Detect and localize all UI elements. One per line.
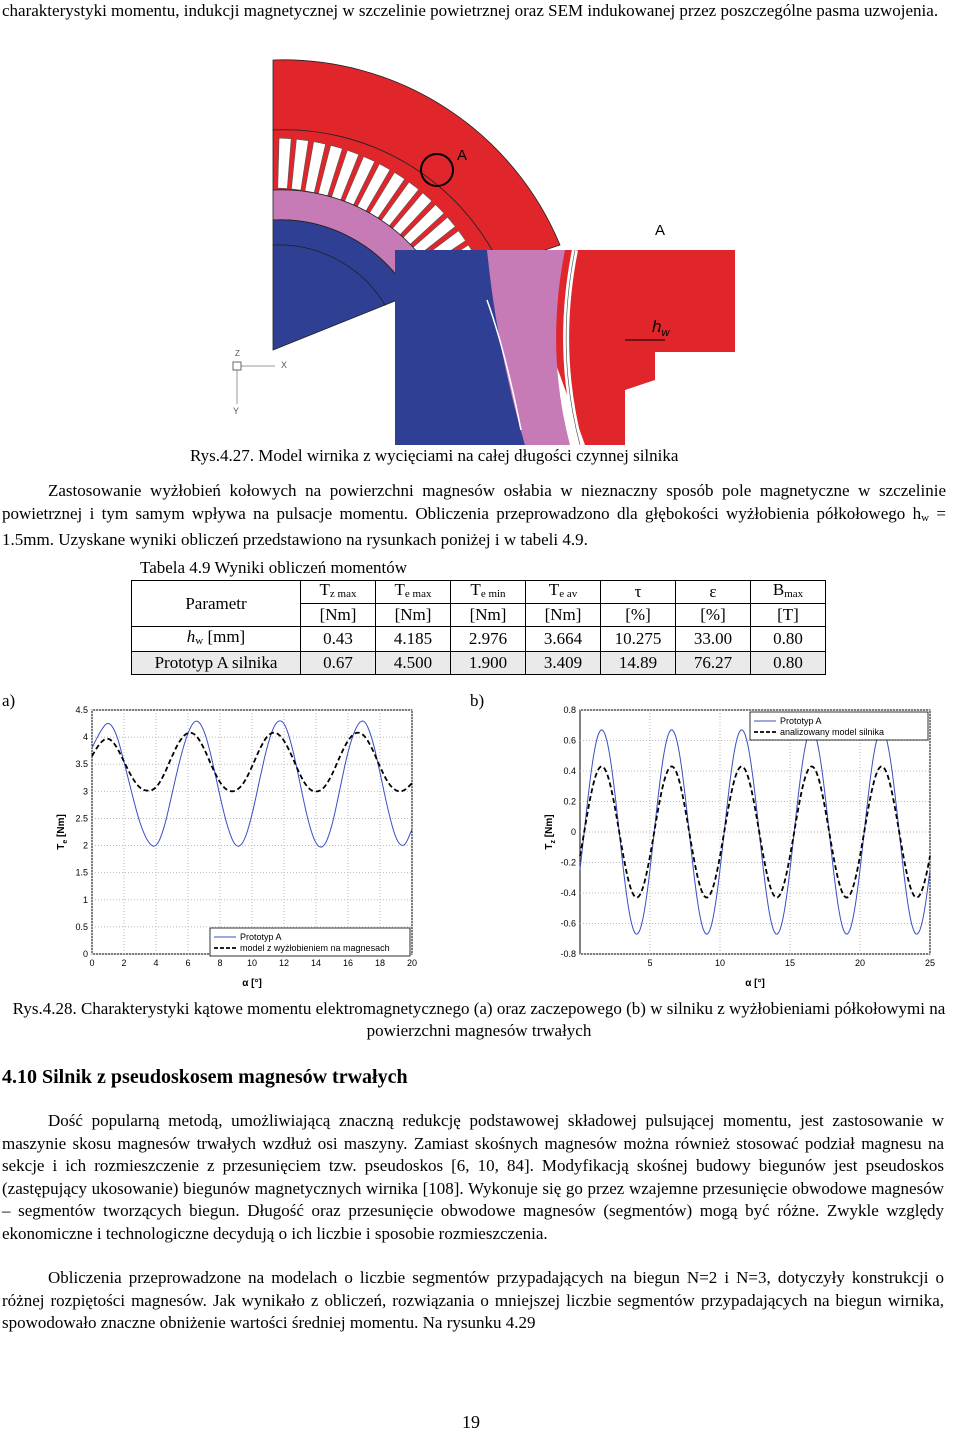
x-tick-label: 5	[647, 958, 653, 968]
col-unit-1: [Nm]	[376, 604, 451, 627]
legend	[210, 928, 410, 956]
table-cell: 0.80	[751, 627, 826, 652]
legend	[750, 712, 928, 740]
axis-z-label: Z	[235, 349, 240, 358]
col-unit-5: [%]	[676, 604, 751, 627]
table-cell: 0.67	[301, 652, 376, 675]
x-tick-label: 2	[121, 958, 127, 968]
label-hw: $h_w$	[652, 317, 670, 339]
x-tick-label: 20	[854, 958, 866, 968]
section-title: 4.10 Silnik z pseudoskosem magnesów trwałych	[2, 1066, 408, 1088]
top-paragraph: charakterystyki momentu, indukcji magnetycznej w szczelinie powietrznej oraz SEM indukowanej przez poszczególne pasma uzwojenia.	[2, 1, 939, 20]
y-tick-label: 2	[82, 840, 88, 851]
y-tick-label: 0	[570, 827, 576, 837]
y-tick-label: -0.2	[560, 857, 576, 868]
y-tick-label: 0.4	[563, 766, 576, 776]
y-tick-label: 0.6	[563, 735, 576, 746]
x-tick-label: 25	[924, 958, 936, 968]
y-tick-label: 2.5	[75, 813, 88, 824]
results-table	[131, 580, 826, 675]
x-tick-label: 6	[185, 958, 191, 968]
col-unit-3: [Nm]	[526, 604, 601, 627]
col-unit-6: [T]	[751, 604, 826, 627]
x-axis-label: α [°]	[242, 978, 262, 989]
y-tick-label: 0.2	[563, 796, 576, 807]
figure-28-caption: Rys.4.28. Charakterystyki kątowe momentu elektromagnetycznego (a) oraz zaczepowego (b) w silniku z wyżłobieniami półkołowymi na powierzchni magnesów trwałych	[12, 999, 946, 1040]
y-tick-label: 3	[82, 786, 88, 797]
y-tick-label: -0.4	[560, 888, 576, 898]
y-tick-label: -0.6	[560, 918, 576, 929]
y-tick-label: -0.8	[560, 949, 576, 959]
paragraph-1: Zastosowanie wyżłobień kołowych na powierzchni magnesów osłabia w nieznaczny sposób pole magnetyczne w szczelinie powietrznej i tym samym wpływa na pulsacje momentu. Obliczenia przeprowadzono dla głębokości wyżłobienia półkołowego $h_w = 1.5mm$. Uzyskane wyniki obliczeń przedstawiono na rysunkach poniżej i w tabeli 4.9.	[2, 481, 946, 549]
y-tick-label: 1	[82, 894, 88, 905]
x-tick-label: 18	[374, 958, 386, 968]
detail-a-drawing	[395, 222, 735, 445]
y-tick-label: 0.5	[75, 921, 88, 932]
col-unit-4: [%]	[601, 604, 676, 627]
col-header-2: $T_{e min}$	[451, 581, 526, 604]
label-a: a)	[2, 691, 16, 710]
table-row	[132, 652, 826, 675]
y-axis-label: $T_z$ [Nm]	[544, 814, 557, 850]
table-cell: 0.80	[751, 652, 826, 675]
y-tick-label: 0	[82, 949, 88, 959]
x-tick-label: 10	[246, 958, 258, 968]
label-a-big: A	[655, 222, 666, 239]
label-a-small: A	[457, 147, 468, 164]
table-cell: 33.00	[676, 627, 751, 652]
axis-x-label: X	[281, 360, 288, 370]
x-tick-label: 12	[278, 958, 290, 968]
chart-b-cogging	[528, 702, 938, 998]
col-header-6: $B_{max}$	[751, 581, 826, 604]
table-cell: 4.500	[376, 652, 451, 675]
x-tick-label: 15	[784, 958, 796, 968]
x-axis-label: α [°]	[745, 978, 765, 989]
x-tick-label: 10	[714, 958, 726, 968]
table-cell: 76.27	[676, 652, 751, 675]
y-axis-label: $T_e$ [Nm]	[56, 814, 69, 850]
y-tick-label: 4	[82, 732, 88, 743]
table-cell: 14.89	[601, 652, 676, 675]
table-cell: 3.409	[526, 652, 601, 675]
col-header-0: $T_{z max}$	[301, 581, 376, 604]
table-title: Tabela 4.9 Wyniki obliczeń momentów	[140, 558, 408, 577]
table-cell: 4.185	[376, 627, 451, 652]
x-tick-label: 14	[310, 958, 322, 968]
legend-label: Prototyp A	[780, 716, 822, 726]
y-tick-label: 3.5	[75, 759, 88, 770]
table-cell: 2.976	[451, 627, 526, 652]
col-header-4: τ	[601, 581, 676, 604]
rotor-model-figure	[225, 50, 735, 445]
paragraph-2: Dość popularną metodą, umożliwiającą znaczną redukcję podstawowej składowej pulsującej momentu, jest zastosowanie w maszynie skosu magnesów trwałych wzdłuż osi maszyny. Zamiast skośnych magnesów można również stosować podział magnesu na sekcje i ich rozmieszczenie z przesunięciem tzw. pseudoskos [6, 10, 84]. Modyfikacją skośnej budowy biegunów jest pseudoskos (zastępujący ukosowanie) biegunów magnetycznych wirnika [108]. Wykonuje się go przez wzajemne przesunięcie obwodowe magnesów – segmentów tworzących biegun. Długość oraz przesunięcie obwodowe magnesów (segmentów) mogą być różne. Zwykle względy ekonomiczne i technologiczne decydują o ich liczbie i sposobie rozmieszczenia.	[2, 1111, 944, 1243]
x-tick-label: 8	[217, 958, 223, 968]
col-unit-2: [Nm]	[451, 604, 526, 627]
row-label: Prototyp A silnika	[132, 652, 301, 675]
y-tick-label: 4.5	[75, 705, 88, 715]
table-row	[132, 627, 826, 652]
paragraph-3: Obliczenia przeprowadzone na modelach o liczbie segmentów przypadających na biegun N=2 i N=3, dotyczyły konstrukcji o różnej rozpiętości magnesów. Jak wynikało z obliczeń, rozwiązania o mniejszej liczbie segmentów przypadających na biegun wirnika, spowodowało znaczne obniżenie wartości średniej momentu. Na rysunku 4.29	[2, 1268, 944, 1332]
table-cell: 1.900	[451, 652, 526, 675]
chart-a-torque	[40, 702, 430, 998]
page-number: 19	[462, 1412, 480, 1432]
figure-27-caption: Rys.4.27. Model wirnika z wycięciami na całej długości czynnej silnika	[190, 446, 679, 465]
table-cell: 10.275	[601, 627, 676, 652]
table-cell: 0.43	[301, 627, 376, 652]
col-header-5: ε	[676, 581, 751, 604]
y-tick-label: 1.5	[75, 867, 88, 878]
x-tick-label: 0	[89, 958, 95, 968]
param-header: Parametr	[132, 581, 301, 627]
x-tick-label: 4	[153, 958, 159, 968]
legend-label: analizowany model silnika	[780, 727, 885, 737]
col-header-1: $T_{e max}$	[376, 581, 451, 604]
x-tick-label: 16	[342, 958, 354, 968]
label-b: b)	[470, 691, 485, 710]
table-header-row	[132, 581, 826, 604]
legend-label: Prototyp A	[240, 932, 282, 942]
y-tick-label: 0.8	[563, 705, 576, 715]
axis-y-label: Y	[233, 406, 240, 416]
row-label: $h_w$ [mm]	[132, 627, 301, 652]
table-cell: 3.664	[526, 627, 601, 652]
col-header-3: $T_{e av}$	[526, 581, 601, 604]
legend-label: model z wyżłobieniem na magnesach	[240, 943, 390, 953]
col-unit-0: [Nm]	[301, 604, 376, 627]
x-tick-label: 20	[406, 958, 418, 968]
